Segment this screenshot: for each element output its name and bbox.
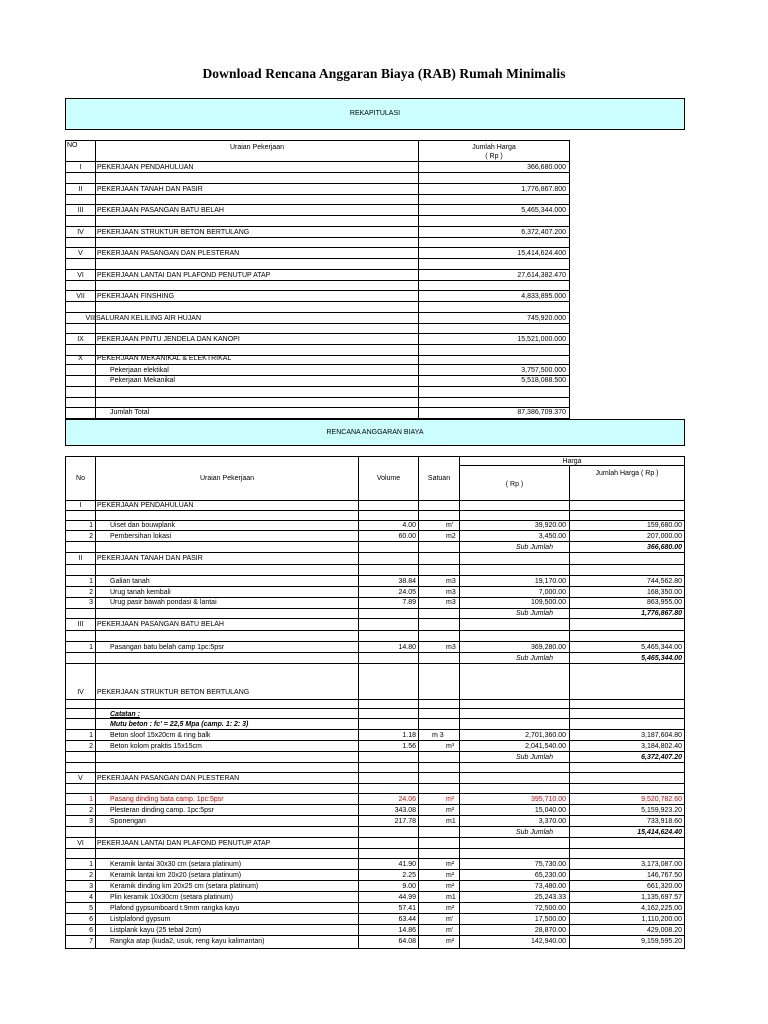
rekap-header-unit: ( Rp ) [485, 153, 503, 160]
note-title: Catatan : [110, 711, 140, 718]
rab-header-harga: Harga [562, 458, 582, 465]
rekap-banner: REKAPITULASI [65, 98, 685, 130]
rab-header-uraian: Uraian Pekerjaan [199, 475, 255, 482]
rekap-header-uraian: Uraian Pekerjaan [229, 144, 285, 151]
rab-header-satuan: Satuan [427, 475, 451, 482]
rab-banner: RENCANA ANGGARAN BIAYA [65, 419, 685, 446]
rekap-total-value: 87,386,709.370 [517, 409, 566, 416]
rekap-total-label: Jumlah Total [110, 409, 150, 416]
document-title: Download Rencana Anggaran Biaya (RAB) Rumah Minimalis [202, 66, 566, 81]
rab-header-volume: Volume [376, 475, 401, 482]
rekap-header-no: NO [67, 142, 78, 149]
rekap-header-jumlah: Jumlah Harga [472, 144, 516, 151]
rab-header-rp: ( Rp ) [505, 481, 524, 488]
rab-header-no: No [76, 475, 85, 482]
note-text: Mutu beton : fc' = 22,5 Mpa (camp. 1: 2: 3) [110, 721, 249, 728]
rab-header-jumlah: Jumlah Harga ( Rp ) [595, 470, 659, 477]
